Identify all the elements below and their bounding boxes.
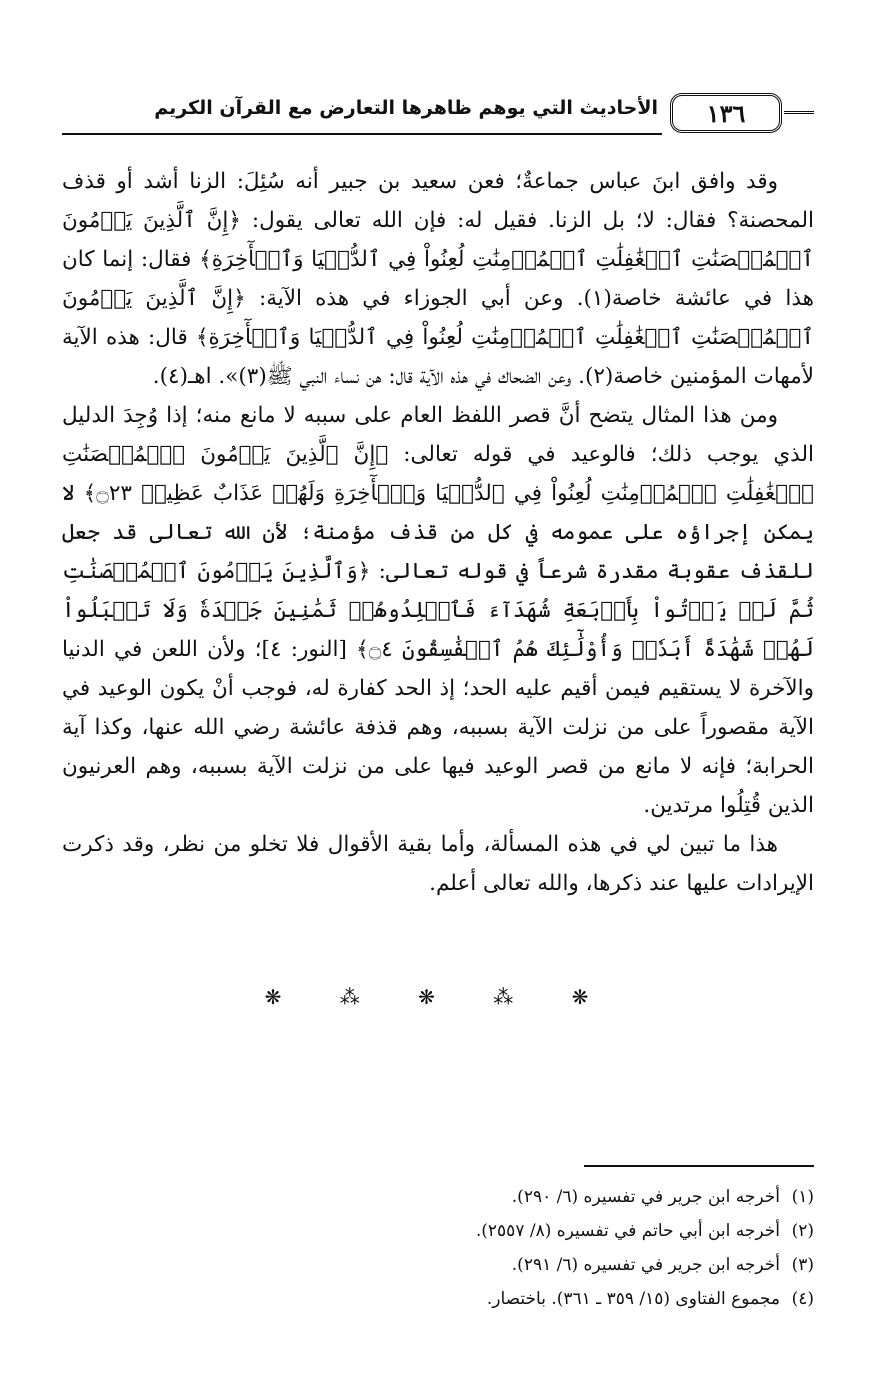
section-separator: ❋ ⁂ ❋ ⁂ ❋: [264, 985, 615, 1009]
paragraph-2: ومن هذا المثال يتضح أنَّ قصر اللفظ العام على سببه لا مانع منه؛ إذا وُجِدَ الدليل الذي يوجب ذلك؛ فالوعيد في قوله تعالى: ﴿إِنَّ ٱلَّذِينَ يَرۡمُونَ ٱلۡمُحۡصَنَٰتِ ٱلۡغَٰفِلَٰتِ ٱلۡمُؤۡمِنَٰتِ لُعِنُواْ فِي ٱلدُّنۡيَا وَٱلۡأٓخِرَةِ وَلَهُمۡ عَذَابٌ عَظِيمٞ ۝٢٣﴾ لا يمكن إجراؤه على عمومه في كل من قذف مؤمنة؛ لأن الله تعالى قد جعل للقذف عقوبة مقدرة شرعاً في قوله تعالى: ﴿وَٱلَّذِينَ يَرۡمُونَ ٱلۡمُحۡصَنَٰتِ ثُمَّ لَمۡ يَأۡتُواْ بِأَرۡبَعَةِ شُهَدَآءَ فَٱجۡلِدُوهُمۡ ثَمَٰنِينَ جَلۡدَةٗ وَلَا تَقۡبَلُواْ لَهُمۡ شَهَٰدَةً أَبَدٗاۚ وَأُوْلَٰٓئِكَ هُمُ ٱلۡفَٰسِقُونَ ۝٤﴾ [النور: ٤]؛ ولأن اللعن في الدنيا والآخرة لا يستقيم فيمن أقيم عليه الحد؛ إذ الحد كفارة له، فوجب أنْ يكون الوعيد في الآية مقصوراً على من نزلت الآية بسببه، وهم قذفة عائشة رضي الله عنها، وكذا آية الحرابة؛ فإنه لا مانع من قصر الوعيد فيها على من نزلت الآية بسببه، وهم العرنيون الذين قُتِلُوا مرتدين.: [62, 403, 815, 818]
main-text: [62, 162, 814, 903]
page-number: ١٣٦: [670, 93, 782, 133]
footnote-4: [62, 1282, 814, 1316]
footnote-1: [62, 1180, 814, 1214]
footnote-mark: (٣): [791, 1255, 814, 1275]
footnote-mark: (٢): [791, 1221, 814, 1241]
footnote-rule: [584, 1165, 814, 1167]
footnote-mark: (٤): [791, 1289, 814, 1309]
footnote-2: [62, 1214, 814, 1248]
paragraph-3: هذا ما تبين لي في هذه المسألة، وأما بقية الأقوال فلا تخلو من نظر، وقد ذكرت الإيرادات عليها عند ذكرها، والله تعالى أعلم.: [62, 832, 814, 896]
footnote-text: أخرجه ابن جرير في تفسيره (٦/ ٢٩١).: [511, 1255, 780, 1275]
footnotes: [62, 1180, 814, 1316]
footnote-3: [62, 1248, 814, 1282]
paragraph-1: وقد وافق ابنَ عباس جماعةٌ؛ فعن سعيد بن جبير أنه سُئِلَ: الزنا أشد أو قذف المحصنة؟ فقال: لا؛ بل الزنا. فقيل له: فإن الله تعالى يقول: ﴿إِنَّ ٱلَّذِينَ يَرۡمُونَ ٱلۡمُحۡصَنَٰتِ ٱلۡغَٰفِلَٰتِ ٱلۡمُؤۡمِنَٰتِ لُعِنُواْ فِي ٱلدُّنۡيَا وَٱلۡأٓخِرَةِ﴾ فقال: إنما كان هذا في عائشة خاصة(١). وعن أبي الجوزاء في هذه الآية: ﴿إِنَّ ٱلَّذِينَ يَرۡمُونَ ٱلۡمُحۡصَنَٰتِ ٱلۡغَٰفِلَٰتِ ٱلۡمُؤۡمِنَٰتِ لُعِنُواْ فِي ٱلدُّنۡيَا وَٱلۡأٓخِرَةِ﴾ قال: هذه الآية لأمهات المؤمنين خاصة(٢). وعن الضحاك في هذه الآية قال: هن نساء النبي ﷺ(٣)». اهـ(٤).: [62, 169, 814, 389]
footnote-text: مجموع الفتاوى (١٥/ ٣٥٩ ـ ٣٦١). باختصار.: [486, 1289, 780, 1309]
footnote-text: أخرجه ابن جرير في تفسيره (٦/ ٢٩٠).: [511, 1187, 780, 1207]
running-title: الأحاديث التي يوهم ظاهرها التعارض مع القرآن الكريم: [154, 97, 658, 119]
header-rule: [62, 133, 662, 135]
footnote-mark: (١): [791, 1187, 814, 1207]
header-ornament-rule: [784, 111, 814, 114]
page-header: [62, 93, 814, 137]
footnote-text: أخرجه ابن أبي حاتم في تفسيره (٨/ ٢٥٥٧).: [475, 1221, 780, 1241]
